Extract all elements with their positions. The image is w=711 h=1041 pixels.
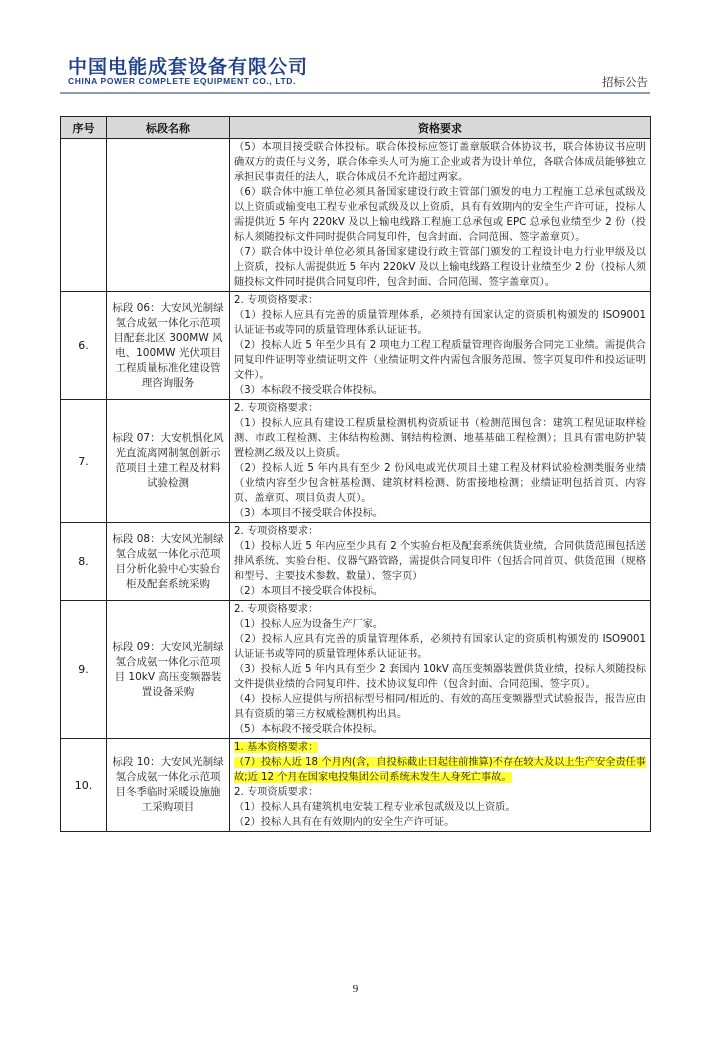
- requirement-text: （4）投标人应提供与所招标型号相同/相近的、有效的高压变频器型式试验报告，报告应由具有资质的第三方权威检测机构出具。: [234, 694, 646, 720]
- requirement-text: （2）投标人近 5 年至少具有 2 项电力工程工程质量管理咨询服务合同完工业绩。需提供合同复印件证明等业绩证明文件（业绩证明文件内需包含服务范围、签字页复印件和投运证明文件）。: [234, 340, 646, 381]
- row-number: 8.: [61, 523, 107, 601]
- page-header: [60, 52, 650, 92]
- requirement-paragraph: [234, 662, 646, 692]
- requirement-text: （3）本项目不接受联合体投标。: [234, 508, 384, 519]
- requirement-text: 2. 专项资格要求：: [234, 295, 319, 306]
- qualification-requirements: [230, 601, 651, 739]
- requirement-paragraph: [234, 524, 646, 539]
- requirement-paragraph: [234, 602, 646, 617]
- requirement-text: （6）联合体中施工单位必须具备国家建设行政主管部门颁发的电力工程施工总承包贰级及以上资质或输变电工程专业承包贰级及以上资质，具有有效期内的安全生产许可证，投标人需提供近 5 年内 220kV 及以上输电线路工程施工总承包或 EPC 总承包业绩至少 2 份（投标人须随投标文件同时提供合同复印件，包含封面、合同范围、签字盖章页）。: [234, 187, 646, 243]
- highlighted-requirement-text: （7）投标人近 18 个月内(含，自投标截止日起往前推算)不存在较大及以上生产安全责任事故;近 12 个月在国家电投集团公司系统未发生人身死亡事故。: [234, 757, 646, 783]
- requirement-paragraph: [234, 539, 646, 584]
- qualification-requirements: [230, 400, 651, 523]
- requirement-text: （5）本项目接受联合体投标。联合体投标应签订盖章版联合体协议书，联合体协议书应明确双方的责任与义务，联合体牵头人可为施工企业或者为设计单位，各联合体成员能够独立承担民事责任的法人，联合体成员不允许超过两家。: [234, 142, 646, 183]
- requirement-paragraph: [234, 800, 646, 815]
- lot-name: [107, 139, 230, 292]
- highlighted-requirement-text: 1. 基本资格要求：: [234, 742, 319, 753]
- column-header-name: 标段名称: [107, 117, 230, 139]
- requirement-paragraph: [234, 584, 646, 599]
- requirement-paragraph: [234, 185, 646, 245]
- table-row: [61, 523, 651, 601]
- lot-name: 标段 06：大安风光制绿氢合成氨一体化示范项目配套北区 300MW 风电、100MW 光伏项目工程质量标准化建设管理咨询服务: [107, 292, 230, 400]
- row-number: 6.: [61, 292, 107, 400]
- requirement-paragraph: [234, 140, 646, 185]
- requirement-text: （1）投标人近 5 年内应至少具有 2 个实验台柜及配套系统供货业绩，合同供货范围包括送排风系统、实验台柜、仪器气路管路，需提供合同复印件（包括合同首页、供货范围（规格和型号、主要技术参数、数量）、签字页）: [234, 541, 646, 582]
- requirement-paragraph: [234, 815, 646, 830]
- requirement-text: （1）投标人应具有完善的质量管理体系，必须持有国家认定的资质机构颁发的 ISO9001 认证证书或等同的质量管理体系认证证书。: [234, 310, 646, 336]
- requirement-paragraph: [234, 506, 646, 521]
- requirement-text: （5）本标段不接受联合体投标。: [234, 724, 384, 735]
- requirement-text: （1）投标人具有建筑机电安装工程专业承包贰级及以上资质。: [234, 802, 516, 813]
- requirement-paragraph: [234, 461, 646, 506]
- lot-name: 标段 07：大安机惧化风光直流离网制氢创新示范项目土建工程及材料试验检测: [107, 400, 230, 523]
- requirement-paragraph: [234, 785, 646, 800]
- header-divider: [60, 92, 650, 94]
- requirement-paragraph: [234, 617, 646, 632]
- column-header-requirements: 资格要求: [230, 117, 651, 139]
- requirement-paragraph: [234, 722, 646, 737]
- requirement-paragraph: [234, 740, 646, 755]
- page-number: 9: [352, 983, 359, 995]
- qualification-requirements: [230, 139, 651, 292]
- table-row: [61, 292, 651, 400]
- requirement-paragraph: [234, 383, 646, 398]
- requirement-paragraph: [234, 401, 646, 416]
- row-number: [61, 139, 107, 292]
- requirement-text: 2. 专项资格要求：: [234, 403, 319, 414]
- qualification-requirements: [230, 739, 651, 832]
- requirement-paragraph: [234, 245, 646, 290]
- qualification-requirements: [230, 523, 651, 601]
- lot-name: 标段 08：大安风光制绿氢合成氨一体化示范项目分析化验中心实验台柜及配套系统采购: [107, 523, 230, 601]
- requirement-text: （3）本标段不接受联合体投标。: [234, 385, 384, 396]
- requirement-paragraph: [234, 755, 646, 785]
- requirement-text: 2. 专项资格要求：: [234, 604, 319, 615]
- lot-name: 标段 10：大安风光制绿氢合成氨一体化示范项目冬季临时采暖设施施工采购项目: [107, 739, 230, 832]
- table-row: [61, 400, 651, 523]
- requirement-text: （1）投标人应为设备生产厂家。: [234, 619, 384, 630]
- requirement-text: （7）联合体中设计单位必须具备国家建设行政主管部门颁发的工程设计电力行业甲级及以上资质，投标人需提供近 5 年内 220kV 及以上输电线路工程设计业绩至少 2 份（投标人须随投标文件同时提供合同复印件，包含封面、合同范围、签字盖章页）。: [234, 247, 646, 288]
- row-number: 7.: [61, 400, 107, 523]
- qualification-requirements: [230, 292, 651, 400]
- requirement-text: （2）投标人具有在有效期内的安全生产许可证。: [234, 817, 455, 828]
- column-header-no: 序号: [61, 117, 107, 139]
- row-number: 9.: [61, 601, 107, 739]
- requirement-text: （2）本项目不接受联合体投标。: [234, 586, 384, 597]
- table-row: [61, 739, 651, 832]
- company-name-en: CHINA POWER COMPLETE EQUIPMENT CO., LTD.: [68, 76, 296, 86]
- requirement-paragraph: [234, 293, 646, 308]
- requirement-paragraph: [234, 632, 646, 662]
- requirement-paragraph: [234, 416, 646, 461]
- requirement-paragraph: [234, 308, 646, 338]
- requirement-text: （3）投标人近 5 年内具有至少 2 套国内 10kV 高压变频器装置供货业绩，投标人须随投标文件提供业绩的合同复印件、技术协议复印件（包含封面、合同范围、签字页）。: [234, 664, 646, 690]
- requirement-text: 2. 专项资质要求：: [234, 787, 319, 798]
- requirement-text: （1）投标人应具有建设工程质量检测机构资质证书（检测范围包含：建筑工程见证取样检测、市政工程检测、主体结构检测、钢结构检测、地基基础工程检测）；且具有雷电防护装置检测乙级及以上资质。: [234, 418, 646, 459]
- document-type: 招标公告: [602, 75, 648, 89]
- table-header-row: [61, 117, 651, 139]
- table-row: [61, 139, 651, 292]
- table-row: [61, 601, 651, 739]
- requirement-paragraph: [234, 692, 646, 722]
- row-number: 10.: [61, 739, 107, 832]
- company-name-cn: 中国电能成套设备有限公司: [68, 56, 309, 78]
- requirement-text: （2）投标人应具有完善的质量管理体系，必须持有国家认定的资质机构颁发的 ISO9001 认证证书或等同的质量管理体系认证证书。: [234, 634, 646, 660]
- requirement-text: 2. 专项资格要求：: [234, 526, 319, 537]
- requirement-paragraph: [234, 338, 646, 383]
- requirement-text: （2）投标人近 5 年内具有至少 2 份风电或光伏项目土建工程及材料试验检测类服务业绩（业绩内容至少包含桩基检测、建筑材料检测、防雷接地检测；业绩证明包括首页、内容页、盖章页、项目负责人页）。: [234, 463, 646, 504]
- lot-name: 标段 09：大安风光制绿氢合成氨一体化示范项目 10kV 高压变频器装置设备采购: [107, 601, 230, 739]
- qualification-table: [60, 116, 651, 832]
